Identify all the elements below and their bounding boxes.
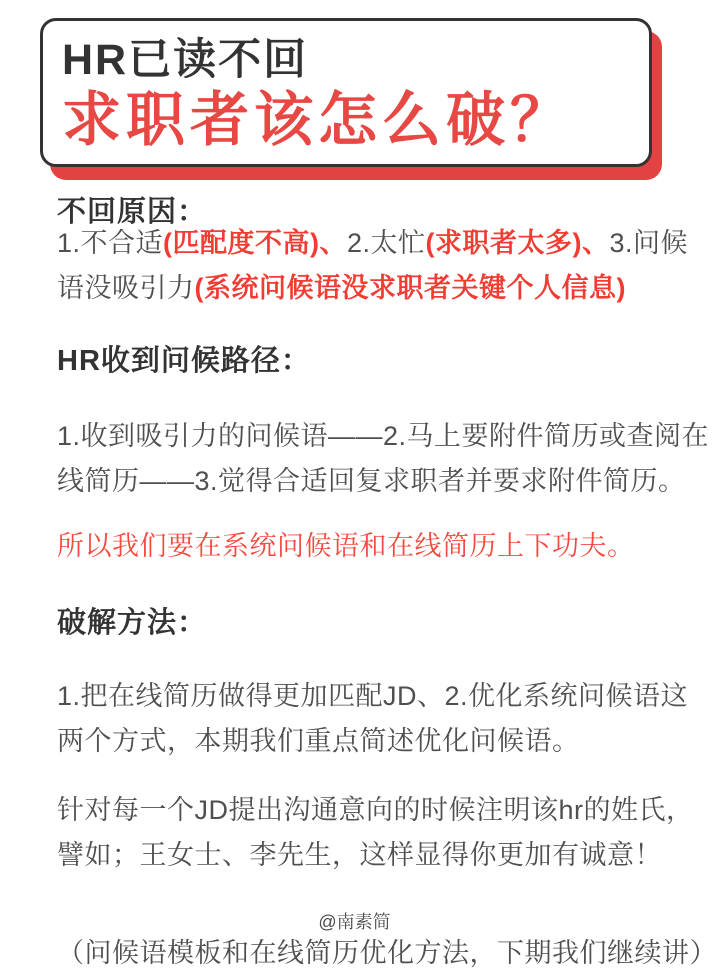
highlight-red-text: (匹配度不高)、: [163, 228, 348, 258]
cutoff-text-line: （问候语模板和在线简历优化方法，下期我们继续讲）: [57, 938, 717, 968]
paragraph-method-intro: [57, 674, 688, 764]
text-run: 两个方式，本期我们重点简述优化问候语。: [57, 726, 580, 756]
text-run: 2.太忙: [347, 228, 426, 258]
paragraph-reasons: [57, 221, 688, 311]
section-heading-method: 破解方法：: [57, 607, 208, 639]
text-run: 譬如；王女士、李先生，这样显得你更加有诚意！: [57, 840, 662, 870]
text-line: [57, 833, 694, 878]
text-line: [57, 788, 694, 833]
paragraph-method-tip: [57, 788, 694, 878]
emphasis-red-line: 所以我们要在系统问候语和在线简历上下功夫。: [57, 531, 635, 561]
author-credit: @南素简: [318, 912, 391, 932]
title-line-1: HR已读不回: [62, 36, 309, 84]
text-line: [57, 266, 688, 311]
text-line: [57, 459, 709, 504]
text-run: 语没吸引力: [57, 273, 195, 303]
title-card: [40, 18, 652, 167]
text-line: [57, 719, 688, 764]
text-run: 1.把在线简历做得更加匹配JD、2.优化系统问候语这: [57, 681, 689, 711]
text-run: 针对每一个JD提出沟通意向的时候注明该hr的姓氏，: [57, 795, 694, 825]
text-run: 3.问候: [609, 228, 689, 258]
text-line: [57, 414, 709, 459]
section-heading-path: HR收到问候路径：: [57, 345, 311, 377]
title-line-2: 求职者该怎么破？: [62, 87, 575, 153]
text-run: 线简历——3.觉得合适回复求职者并要求附件简历。: [57, 466, 686, 496]
text-run: 1.不合适: [57, 228, 164, 258]
text-line: [57, 674, 688, 719]
highlight-red-text: (系统问候语没求职者关键个人信息): [194, 273, 626, 303]
highlight-red-text: (求职者太多)、: [425, 228, 610, 258]
section-heading-reasons: 不回原因：: [57, 196, 208, 228]
text-run: 1.收到吸引力的问候语——2.马上要附件简历或查阅在: [57, 421, 710, 451]
text-line: [57, 221, 688, 266]
paragraph-path: [57, 414, 709, 504]
